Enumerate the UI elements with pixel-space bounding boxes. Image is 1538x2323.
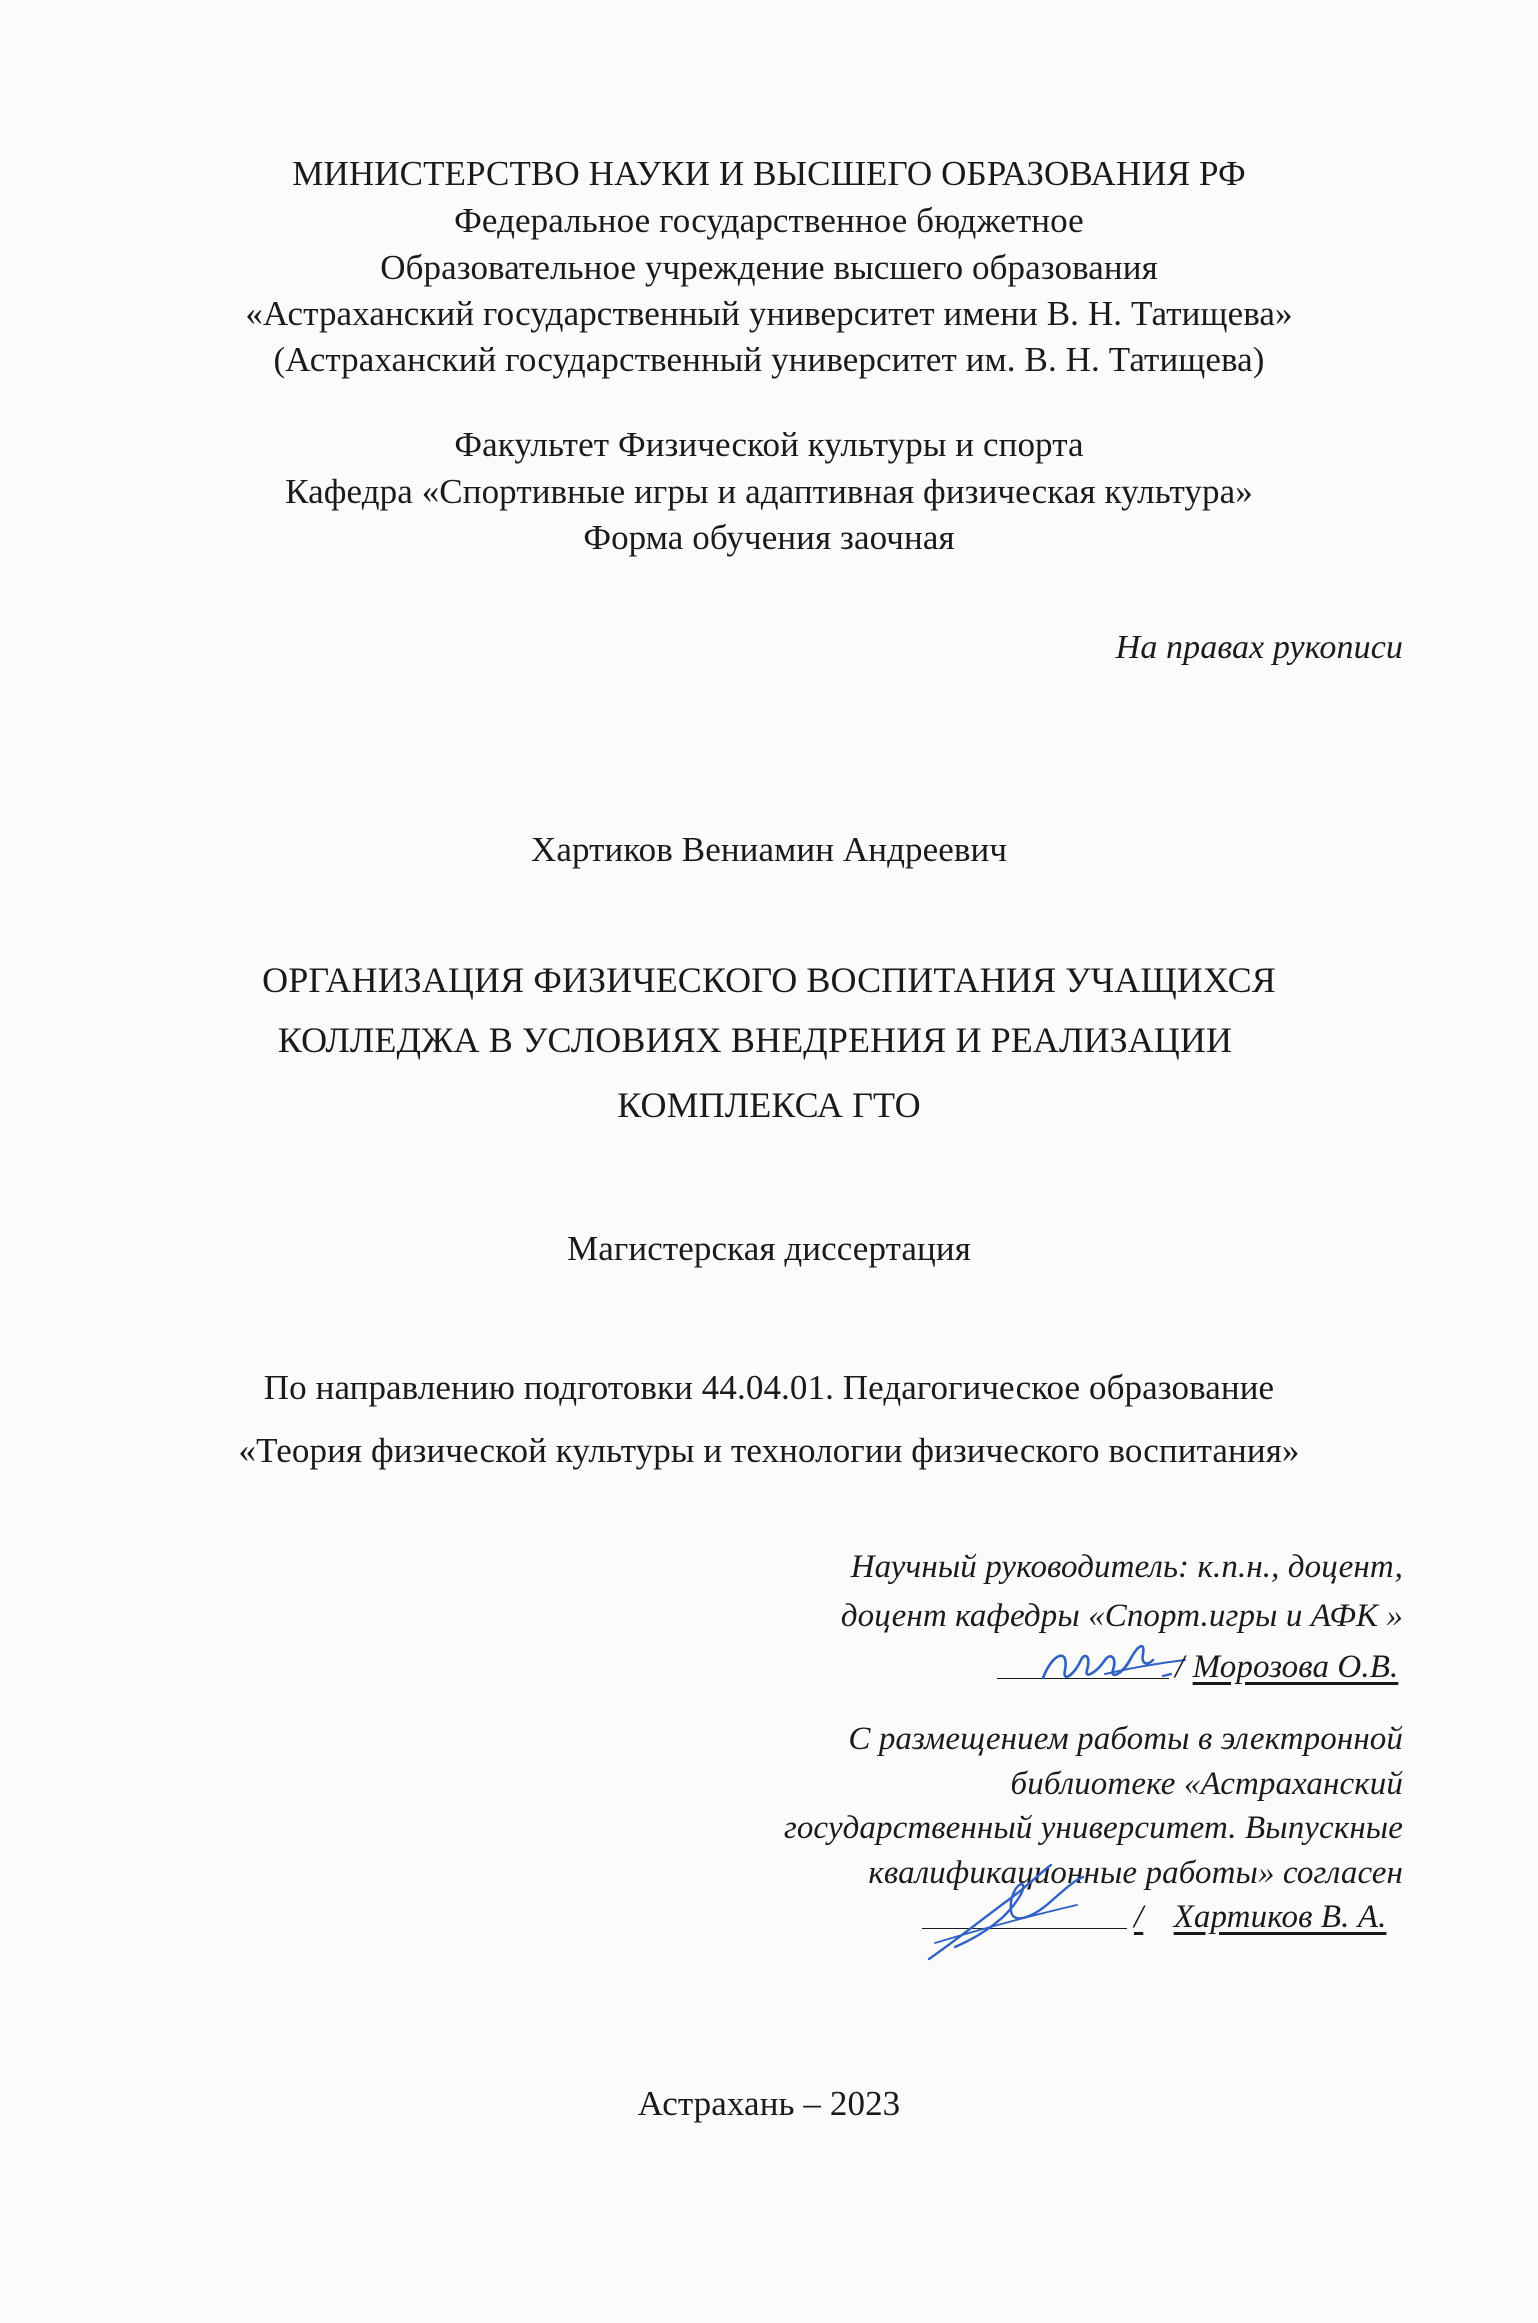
supervisor-name: Морозова О.В. — [1192, 1649, 1399, 1685]
consent-line-1: С размещением работы в электронной — [848, 1721, 1403, 1757]
thesis-title-line-3: КОМПЛЕКСА ГТО — [617, 1085, 921, 1125]
institution-type-line: Федеральное государственное бюджетное — [454, 201, 1084, 240]
supervisor-name-block — [1175, 1645, 1398, 1689]
faculty-name: Факультет Физической культуры и спорта — [454, 425, 1084, 464]
department-name: Кафедра «Спортивные игры и адаптивная физическая культура» — [285, 472, 1253, 511]
work-type: Магистерская диссертация — [567, 1229, 971, 1268]
university-short-name: (Астраханский государственный университет им. В. Н. Татищева) — [273, 340, 1265, 379]
ministry-name: МИНИСТЕРСТВО НАУКИ И ВЫСШЕГО ОБРАЗОВАНИЯ РФ — [292, 154, 1246, 193]
study-form: Форма обучения заочная — [583, 518, 955, 557]
author-signature-separator: / — [1134, 1899, 1144, 1935]
city-year: Астрахань – 2023 — [637, 2084, 901, 2123]
thesis-title-line-2: КОЛЛЕДЖА В УСЛОВИЯХ ВНЕДРЕНИЯ И РЕАЛИЗАЦИИ — [277, 1020, 1233, 1060]
consent-line-4: квалификационные работы» согласен — [868, 1855, 1403, 1891]
manuscript-note: На правах рукописи — [1115, 629, 1403, 666]
author-signature — [915, 1855, 1125, 1970]
institution-education-line: Образовательное учреждение высшего образования — [380, 248, 1158, 287]
thesis-title-line-1: ОРГАНИЗАЦИЯ ФИЗИЧЕСКОГО ВОСПИТАНИЯ УЧАЩИХСЯ — [262, 960, 1276, 1000]
supervisor-position: Научный руководитель: к.п.н., доцент, — [850, 1549, 1403, 1585]
author-name-block — [1134, 1895, 1386, 1939]
direction-line-1: По направлению подготовки 44.04.01. Педагогическое образование — [263, 1368, 1275, 1407]
direction-line-2: «Теория физической культуры и технологии физического воспитания» — [238, 1431, 1300, 1470]
supervisor-signature-separator: / — [1175, 1649, 1185, 1685]
consent-line-3: государственный университет. Выпускные — [783, 1810, 1403, 1846]
author-signature-name: Хартиков В. А. — [1173, 1899, 1387, 1935]
consent-line-2: библиотеке «Астраханский — [1010, 1766, 1403, 1802]
author-name: Хартиков Вениамин Андреевич — [530, 830, 1008, 869]
supervisor-department: доцент кафедры «Спорт.игры и АФК » — [840, 1598, 1403, 1634]
university-full-name: «Астраханский государственный университет имени В. Н. Татищева» — [245, 294, 1293, 333]
